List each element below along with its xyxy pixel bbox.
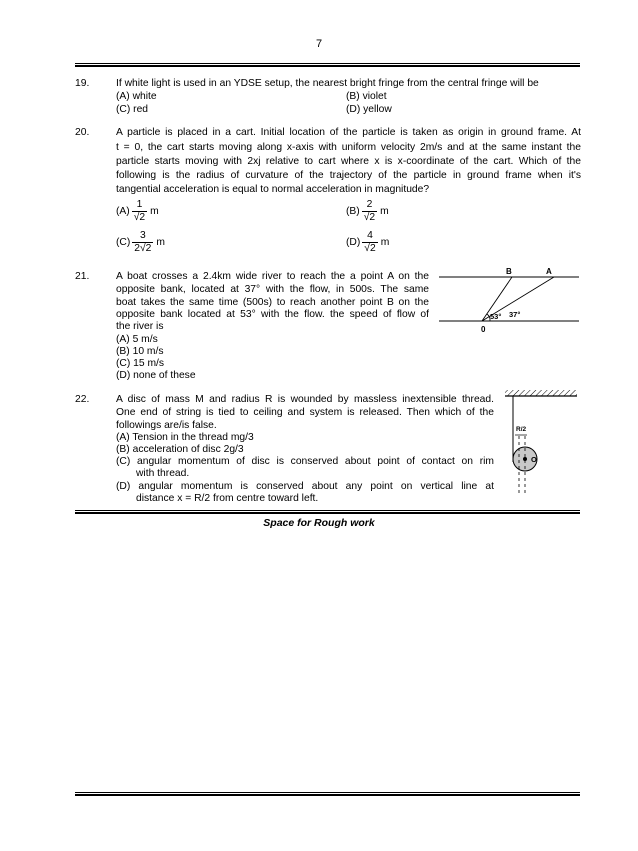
q20-option-d-unit: m [380, 237, 390, 248]
q20-option-b-fraction [362, 199, 377, 224]
q22-option-d-line-2: distance x = R/2 from centre toward left. [136, 493, 319, 504]
q20-option-b-label: (B) [346, 206, 360, 217]
q22-disc-figure [500, 386, 582, 498]
q21-number: 21. [75, 271, 90, 282]
footer-rule [75, 792, 580, 796]
q20-option-a-unit: m [150, 206, 159, 217]
q21-line-5: the river is [116, 321, 164, 332]
q19-option-b: (B) violet [346, 91, 387, 102]
q22-line-2: One end of string is tied to ceiling and system is released. Then which of the [116, 407, 494, 418]
q20-option-c [116, 230, 165, 255]
q22-option-b: (B) acceleration of disc 2g/3 [116, 444, 244, 455]
q21-line-1: A boat crosses a 2.4km wide river to reach the a point A on the [116, 271, 429, 282]
q22-label-o: O [531, 455, 537, 464]
q20-option-d-numerator: 4 [367, 230, 373, 241]
q21-option-b: (B) 10 m/s [116, 346, 164, 357]
q20-option-c-fraction [132, 230, 153, 255]
q20-line-5: tangential acceleration is equal to normal acceleration in magnitude? [116, 184, 430, 195]
q22-line-1: A disc of mass M and radius R is wounded by massless inextensible thread. [116, 394, 494, 405]
q21-option-a: (A) 5 m/s [116, 334, 158, 345]
q20-line-1: A particle is placed in a cart. Initial location of the particle is taken as origin in ground frame. At [116, 127, 581, 138]
q21-label-a: A [546, 267, 552, 276]
q20-option-a-label: (A) [116, 206, 130, 217]
q19-option-c: (C) red [116, 104, 149, 115]
q20-line-3: particle starts moving with 2xj relative to cart where x is x-coordinate of the cart. Which of the [116, 156, 581, 167]
q22-label-r2: R/2 [516, 426, 527, 433]
q20-option-b-unit: m [380, 206, 389, 217]
q22-option-a: (A) Tension in the thread mg/3 [116, 432, 254, 443]
q21-label-b: B [506, 267, 512, 276]
q20-option-d-label: (D) [346, 237, 361, 248]
q22-option-c-line-2: with thread. [136, 468, 190, 479]
q20-option-c-numerator: 3 [139, 230, 146, 241]
q21-line-3: boat takes the same time (500s) to reach another point B on the [116, 297, 429, 308]
q20-option-c-unit: m [156, 237, 165, 248]
q22-number: 22. [75, 394, 90, 405]
q20-option-d-denominator: √2 [364, 243, 376, 254]
q20-option-a-fraction [132, 199, 147, 224]
q21-line-4: opposite bank located at 53° with the flow. the speed of flow of [116, 309, 429, 320]
q20-option-c-label: (C) [116, 237, 131, 248]
q21-option-d: (D) none of these [116, 370, 196, 381]
q20-option-d-fraction [362, 230, 377, 255]
q21-angle-37: 37° [509, 310, 521, 319]
q21-label-origin: 0 [481, 325, 486, 334]
q22-option-c-line-1: (C) angular momentum of disc is conserved about point of contact on rim [116, 456, 494, 467]
q22-option-d-line-1: (D) angular momentum is conserved about any point on vertical line at [116, 481, 494, 492]
q19-option-a: (A) white [116, 91, 157, 102]
q20-option-a-denominator: √2 [133, 212, 146, 223]
page-number: 7 [315, 38, 323, 50]
rough-work-heading: Space for Rough work [263, 517, 375, 529]
q21-river-figure [434, 262, 584, 337]
section-rule [75, 510, 580, 514]
q21-option-c: (C) 15 m/s [116, 358, 165, 369]
q20-option-b-denominator: √2 [363, 212, 376, 223]
q19-number: 19. [75, 78, 90, 89]
q21-line-2: opposite bank, located at 37° with the flow, in 500s. The same [116, 284, 429, 295]
q20-option-d [346, 230, 389, 255]
header-rule [75, 63, 580, 67]
q21-angle-53: 53° [490, 312, 502, 321]
q20-number: 20. [75, 127, 90, 138]
q19-text: If white light is used in an YDSE setup, the nearest bright fringe from the central fringe will be [116, 78, 539, 89]
q20-option-c-denominator: 2√2 [134, 243, 152, 254]
q20-line-4: following is the radius of curvature of the trajectory of the particle in ground frame when it's [116, 170, 581, 181]
q20-option-a-numerator: 1 [136, 199, 143, 210]
q20-option-b [346, 199, 389, 224]
q19-option-d: (D) yellow [346, 104, 392, 115]
q20-line-2: t = 0, the cart starts moving along x-axis with uniform velocity 2m/s and at the same instant the [116, 142, 581, 153]
q20-option-a [116, 199, 159, 224]
q22-ceiling-hatch [505, 390, 577, 396]
q20-option-b-numerator: 2 [366, 199, 373, 210]
q22-line-3: followings are/is false. [116, 420, 217, 431]
